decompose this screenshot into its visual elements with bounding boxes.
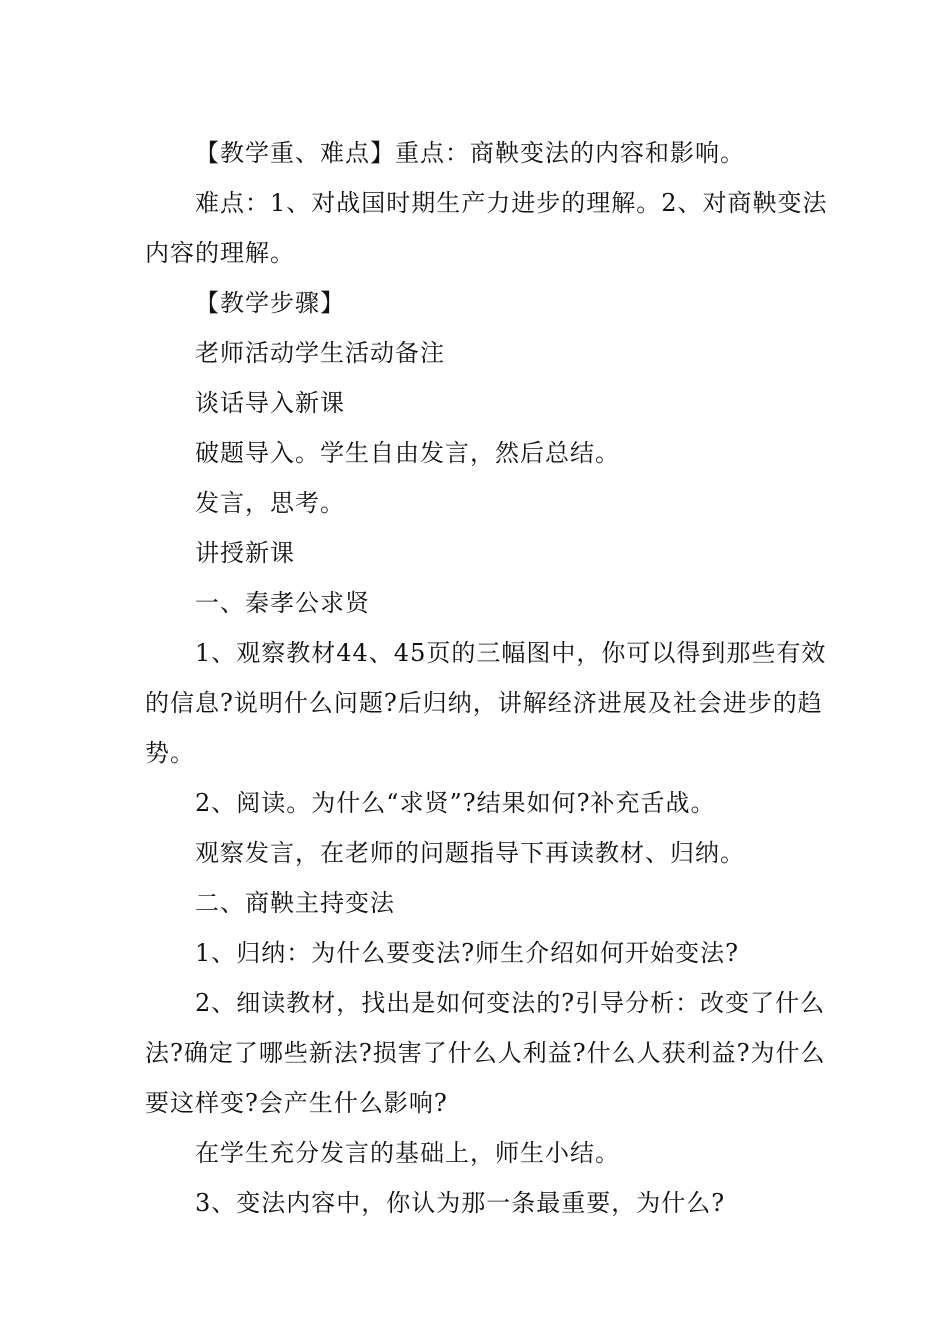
- paragraph-key-points: 【教学重、难点】重点：商鞅变法的内容和影响。: [195, 139, 745, 167]
- list-item: 2、细读教材，找出是如何变法的?引导分析：改变了什么法?确定了哪些新法?损害了什么人利益?什么人获利益?为什么要这样变?会产生什么影响?: [145, 989, 826, 1117]
- list-item: 1、归纳：为什么要变法?师生介绍如何开始变法?: [195, 939, 740, 967]
- section-heading-1: 一、秦孝公求贤: [195, 589, 370, 617]
- list-item: 1、观察教材44、45页的三幅图中，你可以得到那些有效的信息?说明什么问题?后归纳，讲解经济进展及社会进步的趋势。: [145, 639, 827, 767]
- paragraph-intro-talk: 谈话导入新课: [195, 389, 345, 417]
- paragraph-activity-columns: 老师活动学生活动备注: [195, 339, 445, 367]
- list-item: 3、变法内容中，你认为那一条最重要，为什么?: [195, 1189, 726, 1217]
- paragraph-observe: 观察发言，在老师的问题指导下再读教材、归纳。: [195, 839, 745, 867]
- paragraph-new-lesson: 讲授新课: [195, 539, 295, 567]
- paragraph-summary: 在学生充分发言的基础上，师生小结。: [195, 1139, 620, 1167]
- list-item: 2、阅读。为什么“求贤”?结果如何?补充舌战。: [195, 789, 716, 817]
- paragraph-speak-think: 发言，思考。: [195, 489, 345, 517]
- paragraph-difficulties: 难点：1、对战国时期生产力进步的理解。2、对商鞅变法内容的理解。: [145, 189, 828, 267]
- section-heading-2: 二、商鞅主持变法: [195, 889, 395, 917]
- paragraph-steps-heading: 【教学步骤】: [195, 289, 345, 317]
- paragraph-intro-method: 破题导入。学生自由发言，然后总结。: [195, 439, 620, 467]
- document-body: [145, 128, 835, 1228]
